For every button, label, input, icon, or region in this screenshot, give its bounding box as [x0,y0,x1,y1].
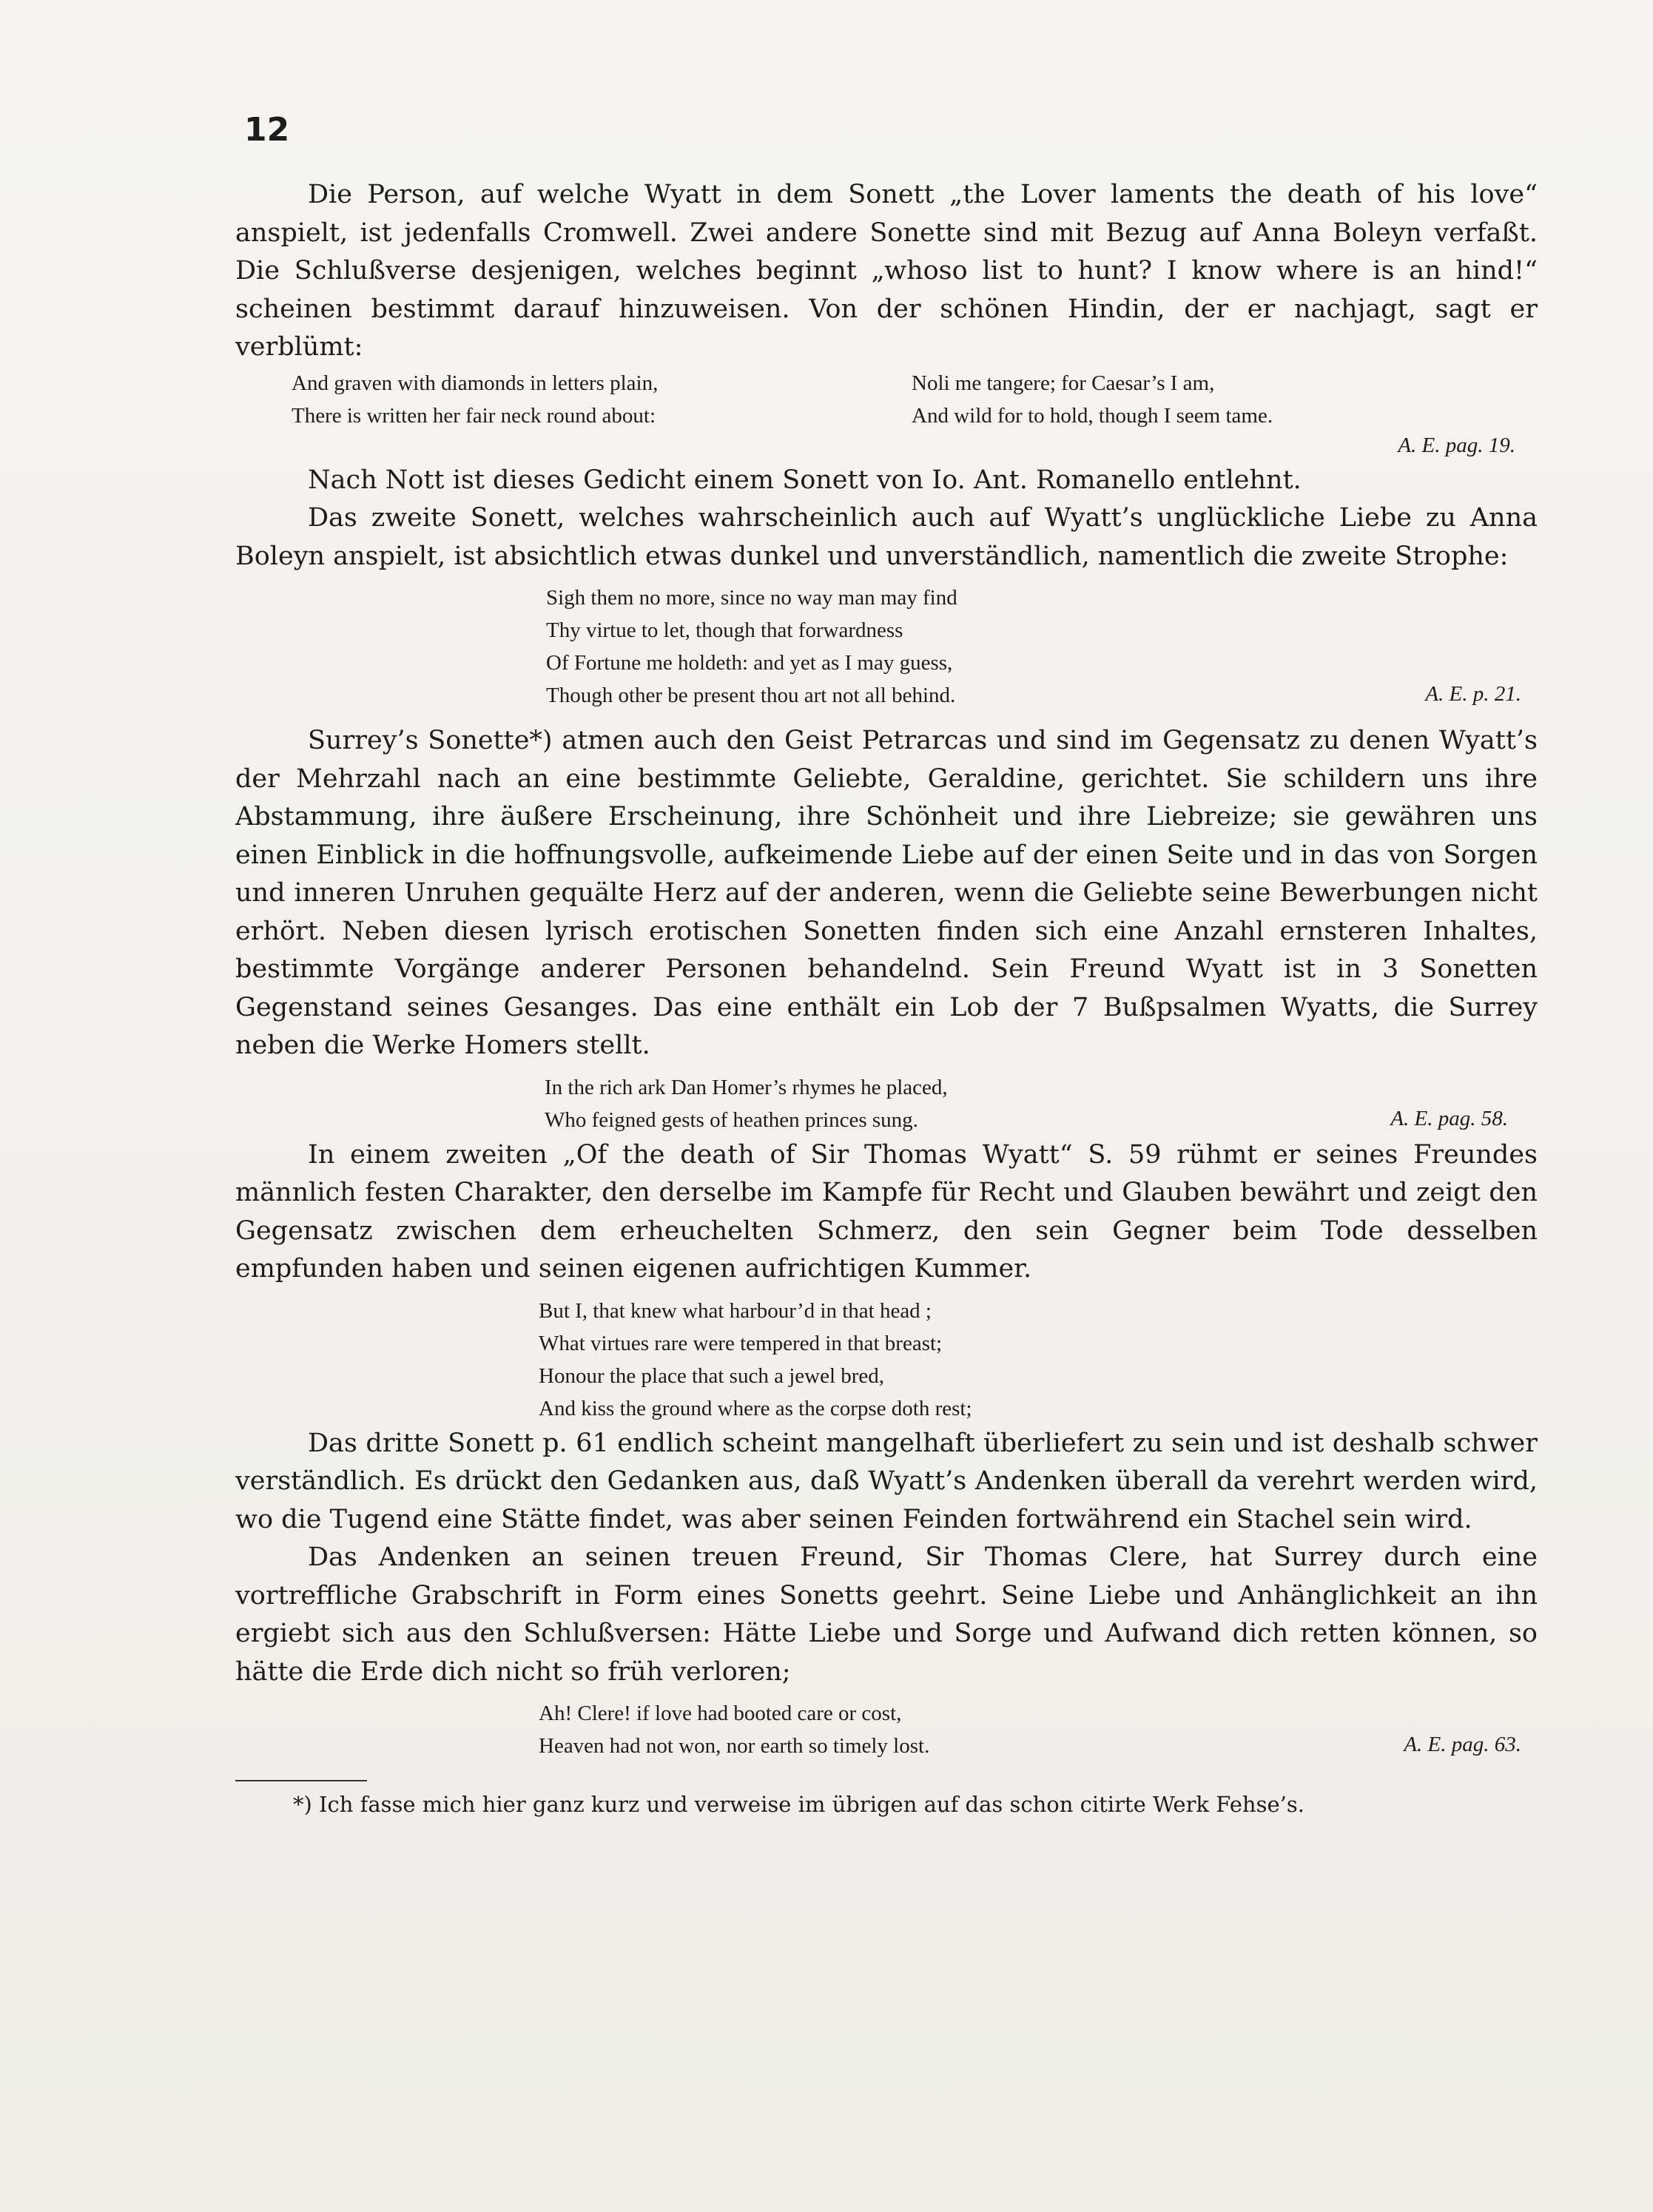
verse-block-3 [235,1071,1538,1136]
verse-line: Honour the place that such a jewel bred, [539,1363,885,1388]
page-number: 12 [244,111,290,149]
paragraph-2: Nach Nott ist dieses Gedicht einem Sonett von Io. Ant. Romanello entlehnt. [308,465,1302,495]
verse-block-2 [235,581,1538,712]
verse-line: What virtues rare were tempered in that breast; [539,1331,943,1355]
verse-block-4 [235,1295,1538,1425]
paragraph-6: Das dritte Sonett p. 61 endlich scheint mangelhaft überliefert zu sein und ist deshalb schwer verständlich. Es drückt den Gedanken aus, daß Wyatt’s Andenken überall da verehrt werden wird, wo die Tugend eine Stätte findet, was aber seinen Feinden fortwährend ein Stachel sein wird. [235,1428,1538,1534]
verse-line: In the rich ark Dan Homer’s rhymes he placed, [545,1075,948,1099]
citation: A. E. pag. 63. [1404,1733,1521,1756]
verse-line: But I, that knew what harbour’d in that head ; [539,1298,932,1323]
verse-line: Sigh them no more, since no way man may find [546,586,957,610]
paragraph-1: Die Person, auf welche Wyatt in dem Sonett „the Lover laments the death of his love“ anspielt, ist jedenfalls Cromwell. Zwei andere Sonette sind mit Bezug auf Anna Boleyn verfaßt. Die Schlußverse desjenigen, welches beginnt „whoso list to hunt? I know where is an hind!“ scheinen bestimmt darauf hinzuweisen. Von der schönen Hindin, der er nachjagt, sagt er verblümt: [235,180,1538,362]
verse-line: Though other be present thou art not all behind. [546,684,956,707]
verse-block-5 [235,1697,1538,1762]
verse-line: And kiss the ground where as the corpse doth rest; [539,1396,972,1420]
verse-line: Heaven had not won, nor earth so timely lost. [539,1734,930,1758]
verse-line: Who feigned gests of heathen princes sung. [545,1107,918,1132]
page-body [235,176,1538,1820]
footnote-rule [235,1780,367,1781]
verse-line: There is written her fair neck round about: [292,403,656,428]
paragraph-7: Das Andenken an seinen treuen Freund, Sir Thomas Clere, hat Surrey durch eine vortreffliche Grabschrift in Form eines Sonetts geehrt. Seine Liebe und Anhänglichkeit an ihn ergiebt sich aus den Schlußversen: Hätte Liebe und Sorge und Aufwand dich retten können, so hätte die Erde dich nicht so früh verloren; [235,1542,1538,1687]
paragraph-4: Surrey’s Sonette*) atmen auch den Geist Petrarcas und sind im Gegensatz zu denen Wyatt’s der Mehrzahl nach an eine bestimmte Geliebte, Geraldine, gerichtet. Sie schildern uns ihre Abstammung, ihre äußere Erscheinung, ihre Schönheit und ihre Liebreize; sie gewähren uns einen Einblick in die hoffnungsvolle, aufkeimende Liebe auf der einen Seite und in das von Sorgen und inneren Unruhen gequälte Herz auf der anderen, wenn die Geliebte seine Bewerbungen nicht erhört. Neben diesen lyrisch erotischen Sonetten finden sich eine Anzahl ernsteren Inhaltes, bestimmte Vorgänge anderer Personen behandelnd. Sein Freund Wyatt ist in 3 Sonetten Gegenstand seines Gesanges. Das eine enthält ein Lob der 7 Bußpsalmen Wyatts, die Surrey neben die Werke Homers stellt. [235,726,1538,1060]
verse-line: Ah! Clere! if love had booted care or cost, [539,1702,902,1725]
verse-line: And graven with diamonds in letters plain, [292,371,659,395]
verse-block-1 [235,367,1538,462]
paragraph-3: Das zweite Sonett, welches wahrscheinlich auch auf Wyatt’s unglückliche Liebe zu Anna Boleyn anspielt, ist absichtlich etwas dunkel und unverständlich, namentlich die zweite Strophe: [235,503,1538,571]
paragraph-5: In einem zweiten „Of the death of Sir Thomas Wyatt“ S. 59 rühmt er seines Freundes männlich festen Charakter, den derselbe im Kampfe für Recht und Glauben bewährt und zeigt den Gegensatz zwischen dem erheuchelten Schmerz, den sein Gegner beim Tode desselben empfunden haben und seinen eigenen aufrichtigen Kummer. [235,1139,1538,1284]
verse-line: Thy virtue to let, though that forwardness [546,618,903,642]
citation: A. E. p. 21. [1425,682,1521,706]
verse-line: Of Fortune me holdeth: and yet as I may guess, [546,651,953,675]
verse-line: And wild for to hold, though I seem tame. [912,403,1273,428]
verse-line: Noli me tangere; for Caesar’s I am, [912,371,1215,395]
citation: A. E. pag. 19. [1398,433,1515,457]
footnote: *) Ich fasse mich hier ganz kurz und verweise im übrigen auf das schon citirte Werk Fehse’s. [293,1792,1304,1817]
citation: A. E. pag. 58. [1390,1106,1508,1130]
